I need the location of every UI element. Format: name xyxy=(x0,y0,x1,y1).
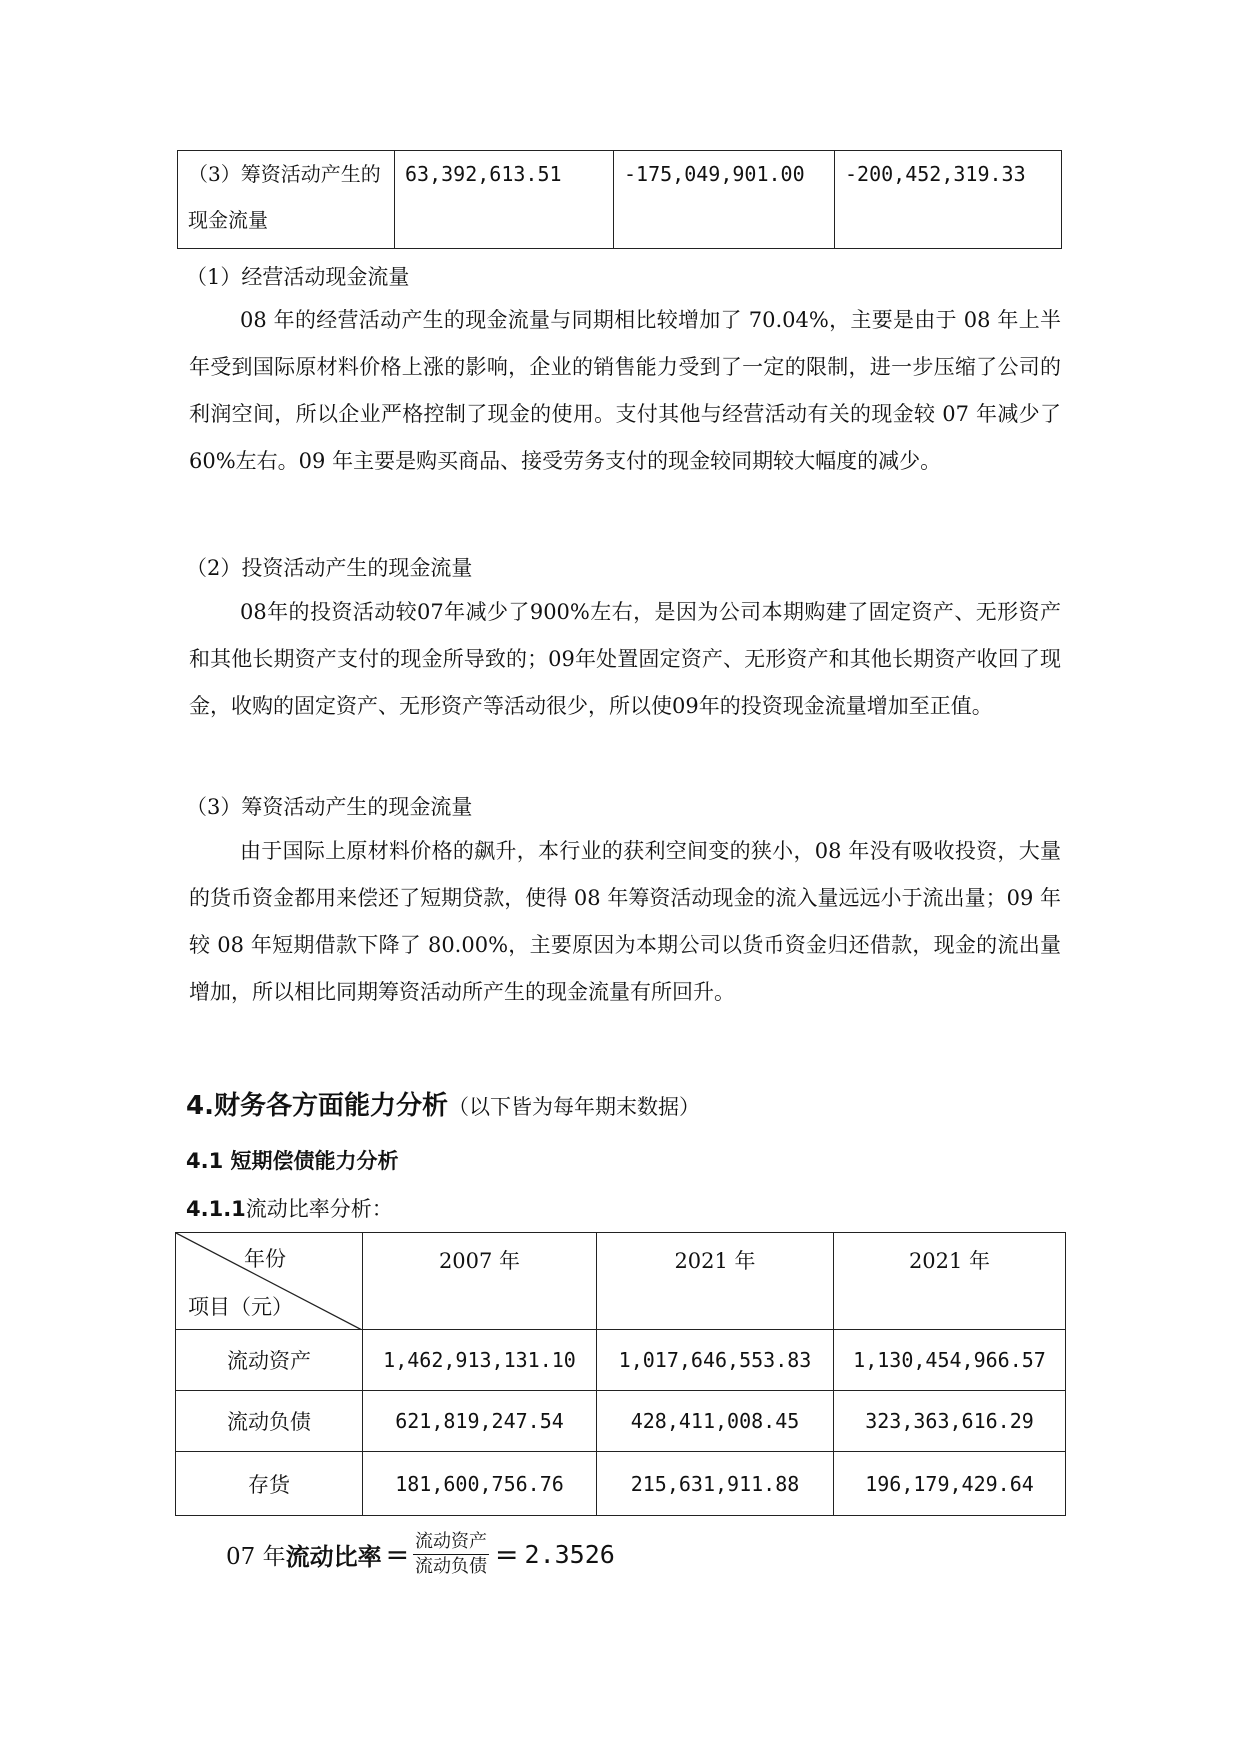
cash-flow-table-fragment xyxy=(177,150,1062,249)
formula-numerator: 流动资产 xyxy=(413,1530,489,1555)
current-ratio-table xyxy=(175,1232,1066,1516)
subsection-4-1-title: 4.1 短期偿债能力分析 xyxy=(186,1149,399,1173)
value-cell-2007: 63,392,613.51 xyxy=(395,151,614,249)
header-year-2007: 2007 年 xyxy=(363,1233,597,1330)
formula-prefix: 07 年 xyxy=(226,1544,286,1570)
row-label-line2: 现金流量 xyxy=(188,208,268,232)
value-cell-2009: -200,452,319.33 xyxy=(835,151,1062,249)
section-4-title: 4.财务各方面能力分析 xyxy=(186,1091,448,1121)
table-row xyxy=(176,1330,1066,1391)
row-label-current-liabilities: 流动负债 xyxy=(176,1391,363,1452)
section-heading-financing: （3）筹资活动产生的现金流量 xyxy=(186,795,473,819)
formula-result: 2.3526 xyxy=(524,1540,615,1569)
section-4-title-note: （以下皆为每年期末数据） xyxy=(447,1095,700,1119)
corner-item-label: 项目（元） xyxy=(188,1295,293,1319)
subsection-4-1-1-title xyxy=(186,1193,393,1223)
row-label-line1: （3）筹资活动产生的 xyxy=(188,162,381,186)
table-cell: 1,462,913,131.10 xyxy=(363,1330,597,1391)
table-cell: 323,363,616.29 xyxy=(834,1391,1066,1452)
section-heading-operating: （1）经营活动现金流量 xyxy=(186,265,410,289)
row-label-inventory: 存货 xyxy=(176,1452,363,1516)
formula-denominator: 流动负债 xyxy=(415,1556,488,1577)
table-cell: 428,411,008.45 xyxy=(597,1391,834,1452)
table-cell: 1,017,646,553.83 xyxy=(597,1330,834,1391)
table-corner-cell xyxy=(176,1233,363,1330)
table-cell: 196,179,429.64 xyxy=(834,1452,1066,1516)
section-heading-investing: （2）投资活动产生的现金流量 xyxy=(186,556,473,580)
table-row xyxy=(176,1391,1066,1452)
paragraph-operating: 08 年的经营活动产生的现金流量与同期相比较增加了 70.04%，主要是由于 08 年上半年受到国际原材料价格上涨的影响，企业的销售能力受到了一定的限制，进一步压缩了公司的利润空间，所以企业严格控制了现金的使用。支付其他与经营活动有关的现金较 07 年减少了 60%左右。09 年主要是购买商品、接受劳务支付的现金较同期较大幅度的减少。 xyxy=(189,308,1061,473)
corner-year-label: 年份 xyxy=(244,1247,286,1271)
subsection-4-1-1-number: 4.1.1 xyxy=(186,1197,246,1221)
table-cell: 181,600,756.76 xyxy=(363,1452,597,1516)
subsection-4-1-1-text: 流动比率分析： xyxy=(245,1197,393,1221)
formula-equals: = xyxy=(385,1538,410,1571)
table-row xyxy=(176,1452,1066,1516)
paragraph-financing: 由于国际上原材料价格的飙升，本行业的获利空间变的狭小，08 年没有吸收投资，大量的货币资金都用来偿还了短期贷款，使得 08 年筹资活动现金的流入量远远小于流出量；09 年较 08 年短期借款下降了 80.00%，主要原因为本期公司以货币资金归还借款，现金的流出量增加，所以相比同期筹资活动所产生的现金流量有所回升。 xyxy=(189,839,1061,1004)
formula-name: 流动比率 xyxy=(285,1543,382,1571)
table-cell: 1,130,454,966.57 xyxy=(834,1330,1066,1391)
section-4-title-block xyxy=(186,1085,700,1122)
table-header-row xyxy=(176,1233,1066,1330)
table-row-label-cell xyxy=(178,151,395,249)
value-cell-2008: -175,049,901.00 xyxy=(614,151,835,249)
table-cell: 621,819,247.54 xyxy=(363,1391,597,1452)
current-ratio-formula xyxy=(226,1530,615,1579)
formula-fraction xyxy=(413,1530,489,1579)
row-label-current-assets: 流动资产 xyxy=(176,1330,363,1391)
header-year-3: 2021 年 xyxy=(834,1233,1066,1330)
table-cell: 215,631,911.88 xyxy=(597,1452,834,1516)
formula-equals-2: = xyxy=(495,1538,519,1571)
paragraph-investing: 08年的投资活动较07年减少了900%左右，是因为公司本期购建了固定资产、无形资产和其他长期资产支付的现金所导致的；09年处置固定资产、无形资产和其他长期资产收回了现金，收购的固定资产、无形资产等活动很少，所以使09年的投资现金流量增加至正值。 xyxy=(189,600,1061,718)
header-year-2: 2021 年 xyxy=(597,1233,834,1330)
